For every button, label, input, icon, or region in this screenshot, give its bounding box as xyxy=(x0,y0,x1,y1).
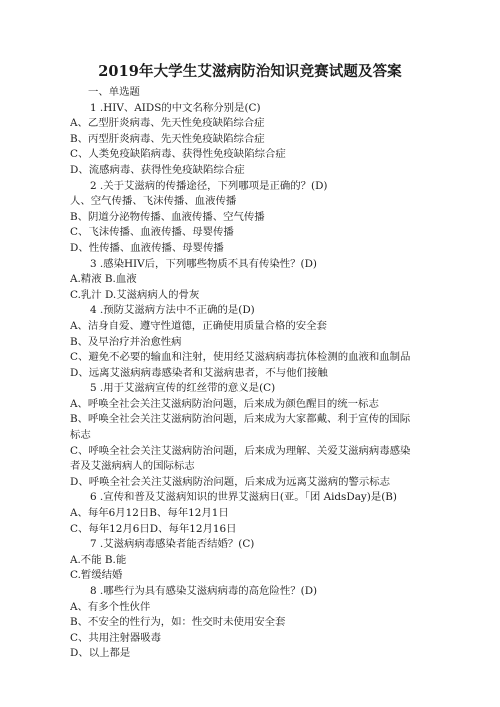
answer-option: A.精液 B.血液 xyxy=(70,273,137,286)
section-heading: 一、单选题 xyxy=(88,86,140,98)
question-stem: 6 .宣传和普及艾滋病知识的世界艾滋病日(亚。「团 AidsDay)是(B) xyxy=(90,491,397,504)
option-continuation: 标志 xyxy=(70,429,91,442)
question-lines xyxy=(70,101,470,662)
option-continuation: 者及艾滋病病人的国际标志 xyxy=(70,460,195,473)
answer-option: C、共用注射器吸毒 xyxy=(70,631,162,644)
question-stem: 2 .关于艾滋病的传播途径，下列哪项是正确的？(D) xyxy=(90,179,328,192)
question-stem: 8 .哪些行为具有感染艾滋病病毒的高危险性？(D) xyxy=(90,585,318,597)
answer-option: A.不能 B.能 xyxy=(70,553,127,566)
answer-option: B、阴道分泌物传播、血液传播、空气传播 xyxy=(70,210,265,223)
answer-option: A、呼唤全社会关注艾滋病防治问题，后来成为颜色醒目的统一标志 xyxy=(70,397,379,410)
answer-option: B、不安全的性行为，如：性交时未使用安全套 xyxy=(70,616,286,629)
answer-option: 人、空气传播、飞沫传播、血液传播 xyxy=(70,195,237,208)
question-stem: 3 .感染HIV后，下列哪些物质不具有传染性？(D) xyxy=(90,257,317,270)
answer-option: C、每年12月6日D、每年12月16日 xyxy=(70,522,237,535)
answer-option: A、洁身自爱、遵守性道德，正确使用质量合格的安全套 xyxy=(70,319,327,332)
document-title: 2019年大学生艾滋病防治知识竞赛试题及答案 xyxy=(98,63,402,80)
answer-option: A、每年6月12日B、每年12月1日 xyxy=(70,507,229,520)
answer-option: B、丙型肝炎病毒、先天性免疫缺陷综合症 xyxy=(70,132,265,145)
answer-option: C.暂缓结婚 xyxy=(70,569,123,582)
question-stem: 4 .预防艾滋病方法中不正确的是(D) xyxy=(90,304,255,317)
answer-option: C、呼唤全社会关注艾滋病防治问题，后来成为理解、关爱艾滋病病毒感染 xyxy=(70,444,411,457)
question-list xyxy=(70,85,470,662)
answer-option: D、以上都是 xyxy=(70,647,131,660)
answer-option: D、流感病毒、获得性免疫缺陷综合症 xyxy=(70,163,245,176)
answer-option: C、人类免疫缺陷病毒、获得性免疫缺陷综合症 xyxy=(70,148,286,161)
answer-option: C、飞沫传播、血液传播、母婴传播 xyxy=(70,226,234,239)
question-stem: 1 .HIV、AIDS的中文名称分别是(C) xyxy=(90,101,261,114)
answer-option: B、呼唤全社会关注艾滋病防治问题，后来成为大家都戴、利于宣传的国际 xyxy=(70,413,411,426)
question-stem: 5 .用于艾滋病宣传的红丝带的意义是(C) xyxy=(90,382,276,395)
question-stem: 7 .艾滋病病毒感染者能否结婚？(C) xyxy=(90,538,255,551)
answer-option: D、远离艾滋病病毒感染者和艾滋病患者，不与他们接触 xyxy=(70,366,328,379)
answer-option: C、避免不必要的输血和注射，使用经艾滋病病毒抗体检测的血液和血制品 xyxy=(70,351,411,364)
answer-option: D、呼唤全社会关注艾滋病防治问题，后来成为远离艾滋病的警示标志 xyxy=(70,475,391,488)
answer-option: B、及早治疗并治愈性病 xyxy=(70,335,182,348)
answer-option: A、乙型肝炎病毒、先天性免疫缺陷综合症 xyxy=(70,117,265,130)
answer-option: A、有多个性伙伴 xyxy=(70,600,151,613)
answer-option: C.乳汁 D.艾滋病病人的骨灰 xyxy=(70,288,200,301)
answer-option: D、性传播、血液传播、母婴传播 xyxy=(70,241,224,254)
